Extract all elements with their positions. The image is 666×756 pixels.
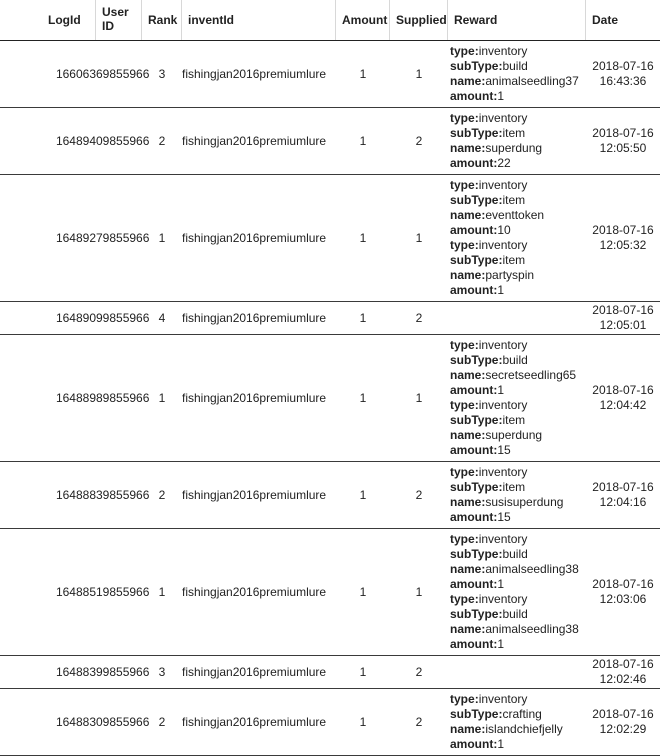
cell-invent-id: fishingjan2016premiumlure	[182, 231, 327, 245]
time-value: 12:05:32	[599, 238, 647, 252]
reward-key: amount	[450, 89, 494, 103]
cell-user-id: 69855966	[96, 67, 150, 81]
reward-value: inventory	[478, 592, 528, 606]
reward-key: subType	[450, 126, 499, 140]
reward-value: 1	[497, 89, 505, 103]
cell-user-id: 79855966	[96, 231, 150, 245]
cell-amount: 1	[359, 488, 367, 502]
reward-line: amount:1	[450, 89, 505, 103]
reward-line: subType:crafting	[450, 707, 542, 721]
cell-supplied: 2	[415, 134, 423, 148]
reward-key: amount	[450, 510, 494, 524]
reward-line: amount:15	[450, 510, 511, 524]
reward-value: item	[502, 253, 526, 267]
reward-line: amount:1	[450, 577, 505, 591]
cell-user-id: 09855966	[96, 715, 150, 729]
cell-logid: 164894	[55, 134, 96, 148]
cell-user-id: 99855966	[96, 311, 150, 325]
cell-user-id: 39855966	[96, 488, 150, 502]
header-rank[interactable]: Rank	[142, 0, 182, 40]
reward-value: animalseedling37	[485, 74, 579, 88]
cell-amount: 1	[359, 231, 367, 245]
cell-logid: 164888	[55, 488, 96, 502]
cell-logid: 164885	[55, 585, 96, 599]
cell-date	[586, 41, 660, 107]
cell-supplied: 1	[415, 391, 423, 405]
reward-value: inventory	[478, 398, 528, 412]
reward-key: name	[450, 268, 482, 282]
reward-line: type:inventory	[450, 338, 528, 352]
time-value: 12:04:16	[599, 495, 647, 509]
reward-value: inventory	[478, 465, 528, 479]
reward-line: amount:15	[450, 443, 511, 457]
reward-value: animalseedling38	[485, 562, 579, 576]
reward-line: subType:item	[450, 480, 526, 494]
header-date[interactable]: Date	[592, 13, 619, 27]
cell-invent-id: fishingjan2016premiumlure	[182, 488, 327, 502]
reward-value: susisuperdung	[485, 495, 564, 509]
reward-value: inventory	[478, 532, 528, 546]
cell-logid: 164889	[55, 391, 96, 405]
cell-date	[586, 335, 660, 461]
cell-date	[586, 302, 660, 334]
reward-key: subType	[450, 353, 499, 367]
reward-line: subType:build	[450, 547, 528, 561]
date-value: 2018-07-16	[592, 223, 654, 237]
reward-key: subType	[450, 707, 499, 721]
reward-key: name	[450, 495, 482, 509]
reward-key: amount	[450, 577, 494, 591]
cell-supplied: 1	[415, 231, 423, 245]
cell-reward	[450, 44, 588, 104]
cell-date	[586, 529, 660, 655]
cell-amount: 1	[359, 67, 367, 81]
reward-key: type	[450, 178, 475, 192]
header-logid[interactable]: LogId	[42, 0, 96, 40]
reward-value: 15	[497, 510, 511, 524]
reward-line: subType:build	[450, 59, 528, 73]
reward-value: build	[502, 59, 528, 73]
reward-line: name:susisuperdung	[450, 495, 564, 509]
cell-amount: 1	[359, 391, 367, 405]
reward-key: name	[450, 722, 482, 736]
cell-reward	[450, 178, 588, 298]
cell-date	[586, 462, 660, 528]
reward-value: inventory	[478, 692, 528, 706]
reward-line: name:eventtoken	[450, 208, 545, 222]
cell-reward	[450, 692, 588, 752]
date-value: 2018-07-16	[592, 126, 654, 140]
table-row[interactable]	[0, 689, 660, 756]
reward-key: name	[450, 562, 482, 576]
reward-value: item	[502, 480, 526, 494]
cell-rank: 1	[158, 231, 166, 245]
reward-key: subType	[450, 607, 499, 621]
reward-line: name:secretseedling65	[450, 368, 577, 382]
cell-amount: 1	[359, 665, 367, 679]
reward-value: inventory	[478, 111, 528, 125]
reward-line: name:animalseedling38	[450, 562, 579, 576]
cell-rank: 2	[158, 134, 166, 148]
reward-value: 10	[497, 223, 511, 237]
cell-reward	[450, 338, 588, 458]
reward-key: amount	[450, 383, 494, 397]
reward-key: name	[450, 141, 482, 155]
reward-line: subType:item	[450, 413, 526, 427]
header-user-id[interactable]: User ID	[96, 0, 142, 40]
cell-supplied: 1	[415, 67, 423, 81]
cell-amount: 1	[359, 134, 367, 148]
reward-line: subType:item	[450, 253, 526, 267]
reward-line: name:superdung	[450, 141, 543, 155]
reward-line: amount:1	[450, 737, 505, 751]
cell-rank: 1	[158, 391, 166, 405]
cell-logid: 164883	[55, 665, 96, 679]
table-row[interactable]	[0, 462, 660, 529]
date-value: 2018-07-16	[592, 707, 654, 721]
cell-supplied: 2	[415, 665, 423, 679]
cell-rank: 2	[158, 715, 166, 729]
header-supplied[interactable]: Supplied	[390, 0, 448, 40]
cell-date	[586, 108, 660, 174]
time-value: 16:43:36	[599, 74, 647, 88]
reward-value: item	[502, 193, 526, 207]
reward-key: subType	[450, 253, 499, 267]
reward-key: name	[450, 208, 482, 222]
cell-rank: 1	[158, 585, 166, 599]
cell-user-id: 99855966	[96, 665, 150, 679]
date-value: 2018-07-16	[592, 383, 654, 397]
cell-date	[586, 689, 660, 755]
reward-key: type	[450, 44, 475, 58]
cell-rank: 2	[158, 488, 166, 502]
cell-invent-id: fishingjan2016premiumlure	[182, 715, 327, 729]
cell-logid: 166063	[55, 67, 96, 81]
reward-value: item	[502, 413, 526, 427]
reward-value: 1	[497, 383, 505, 397]
reward-value: eventtoken	[485, 208, 545, 222]
reward-key: type	[450, 338, 475, 352]
reward-value: inventory	[478, 44, 528, 58]
reward-line: amount:1	[450, 383, 505, 397]
reward-value: inventory	[478, 338, 528, 352]
reward-value: 22	[497, 156, 511, 170]
cell-supplied: 2	[415, 715, 423, 729]
reward-value: partyspin	[485, 268, 535, 282]
reward-line: amount:22	[450, 156, 511, 170]
reward-key: subType	[450, 59, 499, 73]
reward-line: type:inventory	[450, 111, 528, 125]
reward-key: type	[450, 692, 475, 706]
reward-line: subType:item	[450, 193, 526, 207]
reward-line: type:inventory	[450, 692, 528, 706]
cell-invent-id: fishingjan2016premiumlure	[182, 391, 327, 405]
time-value: 12:05:50	[599, 141, 647, 155]
reward-value: 15	[497, 443, 511, 457]
reward-key: type	[450, 111, 475, 125]
reward-key: name	[450, 622, 482, 636]
table-row[interactable]	[0, 529, 660, 656]
reward-key: type	[450, 398, 475, 412]
cell-user-id: 09855966	[96, 134, 150, 148]
reward-key: subType	[450, 193, 499, 207]
reward-value: build	[502, 547, 528, 561]
date-value: 2018-07-16	[592, 59, 654, 73]
table-row[interactable]	[0, 335, 660, 462]
date-value: 2018-07-16	[592, 303, 654, 317]
table-row[interactable]	[0, 108, 660, 175]
reward-key: name	[450, 74, 482, 88]
time-value: 12:04:42	[599, 398, 647, 412]
reward-key: subType	[450, 547, 499, 561]
reward-key: type	[450, 238, 475, 252]
reward-line: subType:build	[450, 353, 528, 367]
reward-value: inventory	[478, 238, 528, 252]
cell-invent-id: fishingjan2016premiumlure	[182, 67, 327, 81]
cell-user-id: 89855966	[96, 391, 150, 405]
reward-key: name	[450, 428, 482, 442]
reward-key: name	[450, 368, 482, 382]
reward-value: secretseedling65	[485, 368, 577, 382]
cell-rank: 3	[158, 665, 166, 679]
reward-value: build	[502, 607, 528, 621]
reward-key: amount	[450, 156, 494, 170]
cell-amount: 1	[359, 715, 367, 729]
reward-key: type	[450, 592, 475, 606]
cell-amount: 1	[359, 311, 367, 325]
cell-logid: 164883	[55, 715, 96, 729]
reward-key: amount	[450, 637, 494, 651]
reward-value: inventory	[478, 178, 528, 192]
reward-value: 1	[497, 737, 505, 751]
reward-key: subType	[450, 480, 499, 494]
reward-line: type:inventory	[450, 465, 528, 479]
cell-date	[586, 656, 660, 688]
reward-value: item	[502, 126, 526, 140]
reward-line: name:superdung	[450, 428, 543, 442]
reward-line: name:animalseedling38	[450, 622, 579, 636]
reward-value: 1	[497, 577, 505, 591]
cell-invent-id: fishingjan2016premiumlure	[182, 134, 327, 148]
reward-key: amount	[450, 223, 494, 237]
table-row[interactable]	[0, 656, 660, 689]
cell-invent-id: fishingjan2016premiumlure	[182, 311, 327, 325]
header-amount[interactable]: Amount	[336, 0, 390, 40]
reward-value: crafting	[502, 707, 542, 721]
header-reward[interactable]: Reward	[448, 0, 586, 40]
time-value: 12:02:29	[599, 722, 647, 736]
time-value: 12:03:06	[599, 592, 647, 606]
reward-key: type	[450, 532, 475, 546]
cell-reward	[450, 465, 588, 525]
reward-key: type	[450, 465, 475, 479]
reward-line: amount:10	[450, 223, 511, 237]
cell-amount: 1	[359, 585, 367, 599]
reward-line: type:inventory	[450, 178, 528, 192]
reward-line: type:inventory	[450, 532, 528, 546]
reward-value: 1	[497, 637, 505, 651]
date-value: 2018-07-16	[592, 480, 654, 494]
cell-supplied: 1	[415, 585, 423, 599]
reward-value: superdung	[485, 141, 543, 155]
cell-logid: 164890	[55, 311, 96, 325]
time-value: 12:05:01	[599, 318, 647, 332]
table-row[interactable]	[0, 302, 660, 335]
reward-line: type:inventory	[450, 238, 528, 252]
table-row[interactable]	[0, 41, 660, 108]
cell-supplied: 2	[415, 488, 423, 502]
reward-line: subType:build	[450, 607, 528, 621]
date-value: 2018-07-16	[592, 657, 654, 671]
reward-line: type:inventory	[450, 592, 528, 606]
table-row[interactable]	[0, 175, 660, 302]
cell-invent-id: fishingjan2016premiumlure	[182, 585, 327, 599]
reward-value: islandchiefjelly	[485, 722, 563, 736]
reward-key: subType	[450, 413, 499, 427]
reward-line: amount:1	[450, 637, 505, 651]
reward-key: amount	[450, 443, 494, 457]
reward-key: amount	[450, 283, 494, 297]
cell-supplied: 2	[415, 311, 423, 325]
cell-reward	[450, 111, 588, 171]
reward-line: name:animalseedling37	[450, 74, 579, 88]
reward-value: 1	[497, 283, 505, 297]
reward-value: build	[502, 353, 528, 367]
cell-user-id: 19855966	[96, 585, 150, 599]
reward-value: superdung	[485, 428, 543, 442]
reward-line: amount:1	[450, 283, 505, 297]
cell-rank: 3	[158, 67, 166, 81]
header-invent-id[interactable]: inventId	[182, 0, 336, 40]
cell-rank: 4	[158, 311, 166, 325]
date-value: 2018-07-16	[592, 577, 654, 591]
cell-date	[586, 175, 660, 301]
table-header	[0, 0, 660, 41]
reward-line: type:inventory	[450, 398, 528, 412]
reward-line: type:inventory	[450, 44, 528, 58]
cell-invent-id: fishingjan2016premiumlure	[182, 665, 327, 679]
cell-reward	[450, 532, 588, 652]
time-value: 12:02:46	[599, 672, 647, 686]
reward-key: amount	[450, 737, 494, 751]
reward-line: name:partyspin	[450, 268, 535, 282]
cell-logid: 164892	[55, 231, 96, 245]
reward-line: name:islandchiefjelly	[450, 722, 563, 736]
reward-line: subType:item	[450, 126, 526, 140]
reward-value: animalseedling38	[485, 622, 579, 636]
